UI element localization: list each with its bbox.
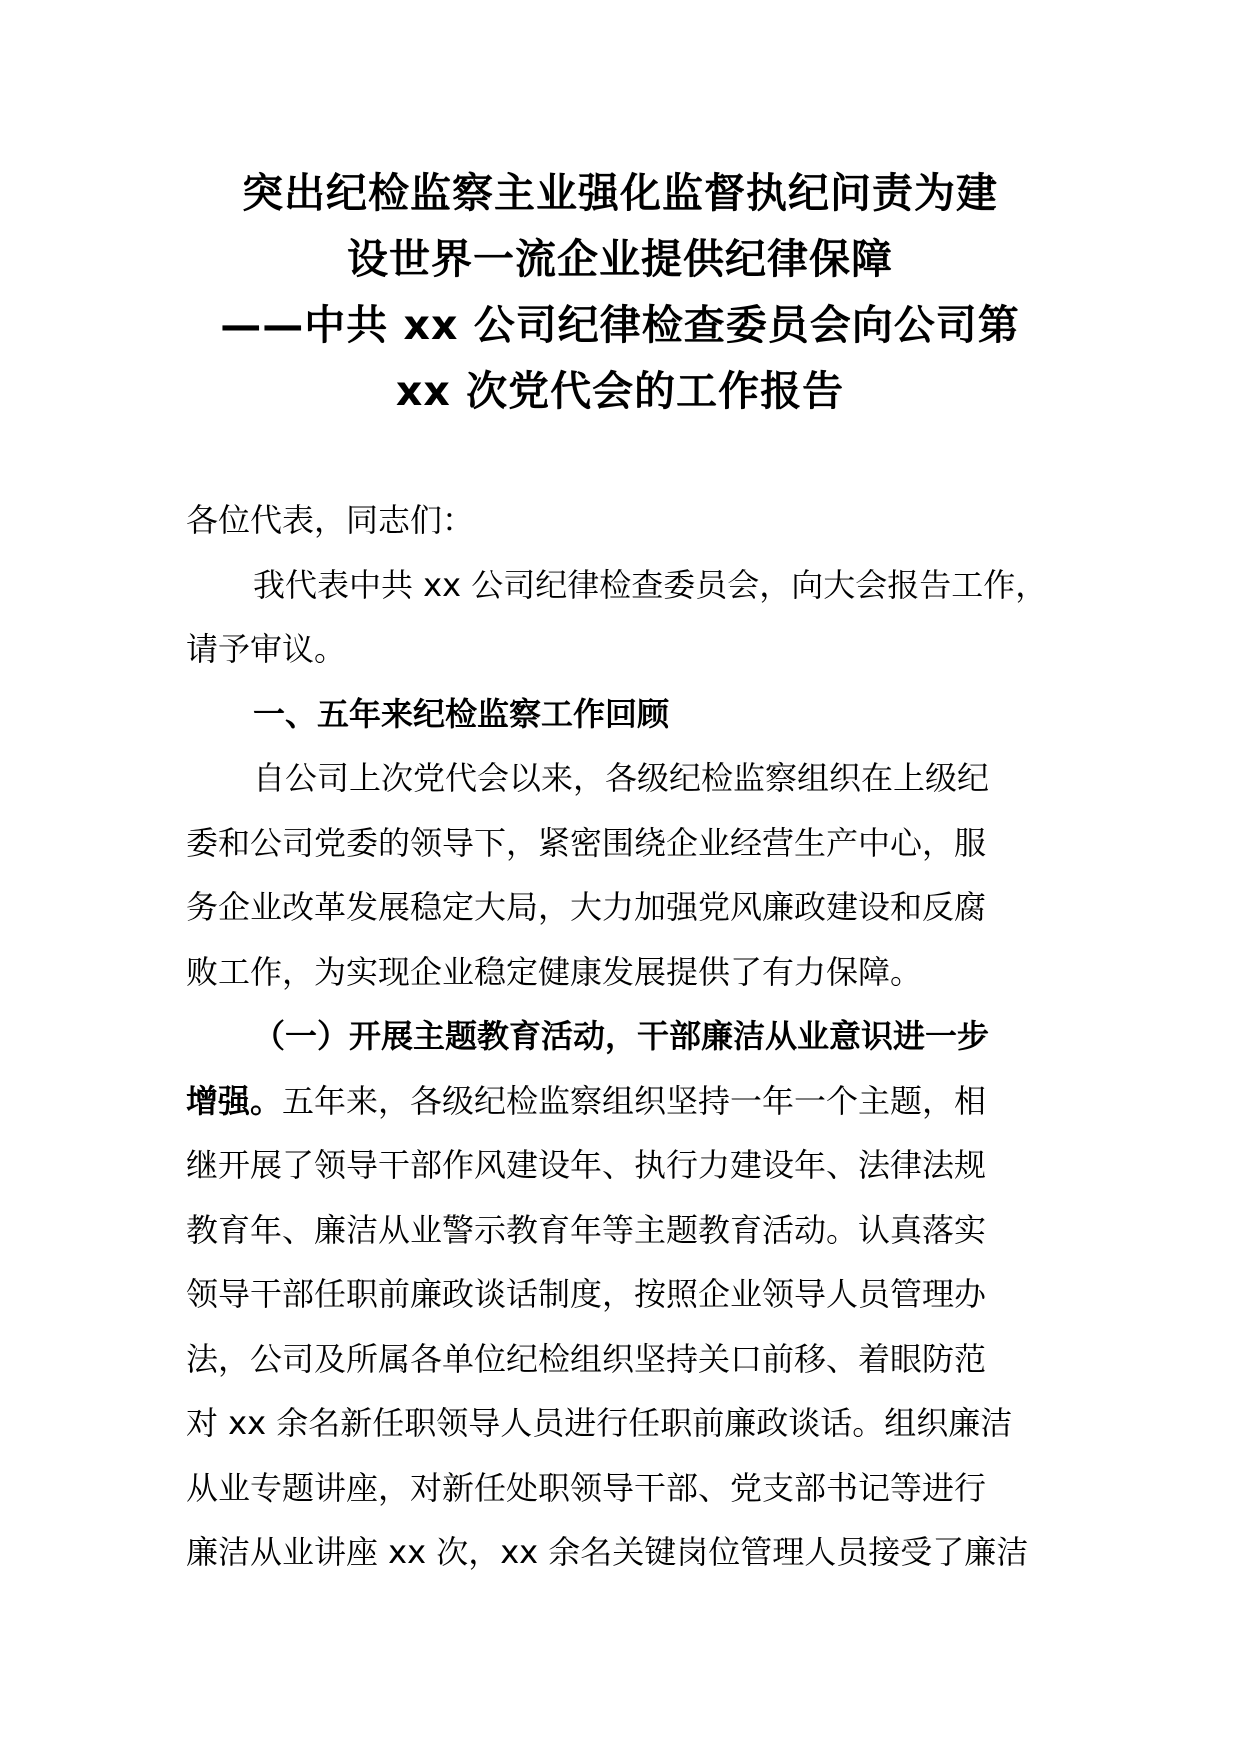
subsection-line: 继开展了领导干部作风建设年、执行力建设年、法律法规 xyxy=(186,1146,987,1184)
title-line: xx 次党代会的工作报告 xyxy=(395,367,845,415)
report-body xyxy=(186,488,1058,1585)
title-line: 突出纪检监察主业强化监督执纪问责为建 xyxy=(242,169,998,217)
title-line: 设世界一流企业提供纪律保障 xyxy=(347,235,893,283)
salutation: 各位代表，同志们： xyxy=(186,501,475,539)
subsection-line: 法，公司及所属各单位纪检组织坚持关口前移、着眼防范 xyxy=(186,1339,987,1378)
subsection-line: 从业专题讲座，对新任处职领导干部、党支部书记等进行 xyxy=(186,1468,987,1507)
subsection-line: 领导干部任职前廉政谈话制度，按照企业领导人员管理办 xyxy=(186,1275,987,1313)
review-line: 败工作，为实现企业稳定健康发展提供了有力保障。 xyxy=(186,952,923,991)
intro-line: 请予审议。 xyxy=(186,630,347,668)
section-heading: 一、五年来纪检监察工作回顾 xyxy=(253,694,670,733)
subsection-line: 教育年、廉洁从业警示教育年等主题教育活动。认真落实 xyxy=(186,1210,987,1249)
subsection-heading-end: 增强。 xyxy=(186,1081,283,1120)
review-line: 务企业改革发展稳定大局，大力加强党风廉政建设和反腐 xyxy=(186,888,987,926)
subsection-text: 五年来，各级纪检监察组织坚持一年一个主题，相 xyxy=(282,1081,987,1120)
subsection-line: 廉洁从业讲座 xx 次，xx 余名关键岗位管理人员接受了廉洁 xyxy=(186,1533,1029,1571)
subsection-line xyxy=(186,1069,1058,1134)
report-title xyxy=(150,160,1090,424)
review-line: 自公司上次党代会以来，各级纪检监察组织在上级纪 xyxy=(253,759,990,797)
subsection-heading: （一）开展主题教育活动，干部廉洁从业意识进一步 xyxy=(253,1017,990,1055)
subsection-line: 对 xx 余名新任职领导人员进行任职前廉政谈话。组织廉洁 xyxy=(186,1404,1013,1442)
title-line: ——中共 xx 公司纪律检查委员会向公司第 xyxy=(220,301,1020,349)
intro-line: 我代表中共 xx 公司纪律检查委员会，向大会报告工作， xyxy=(253,565,1048,604)
review-line: 委和公司党委的领导下，紧密围绕企业经营生产中心，服 xyxy=(186,823,987,862)
